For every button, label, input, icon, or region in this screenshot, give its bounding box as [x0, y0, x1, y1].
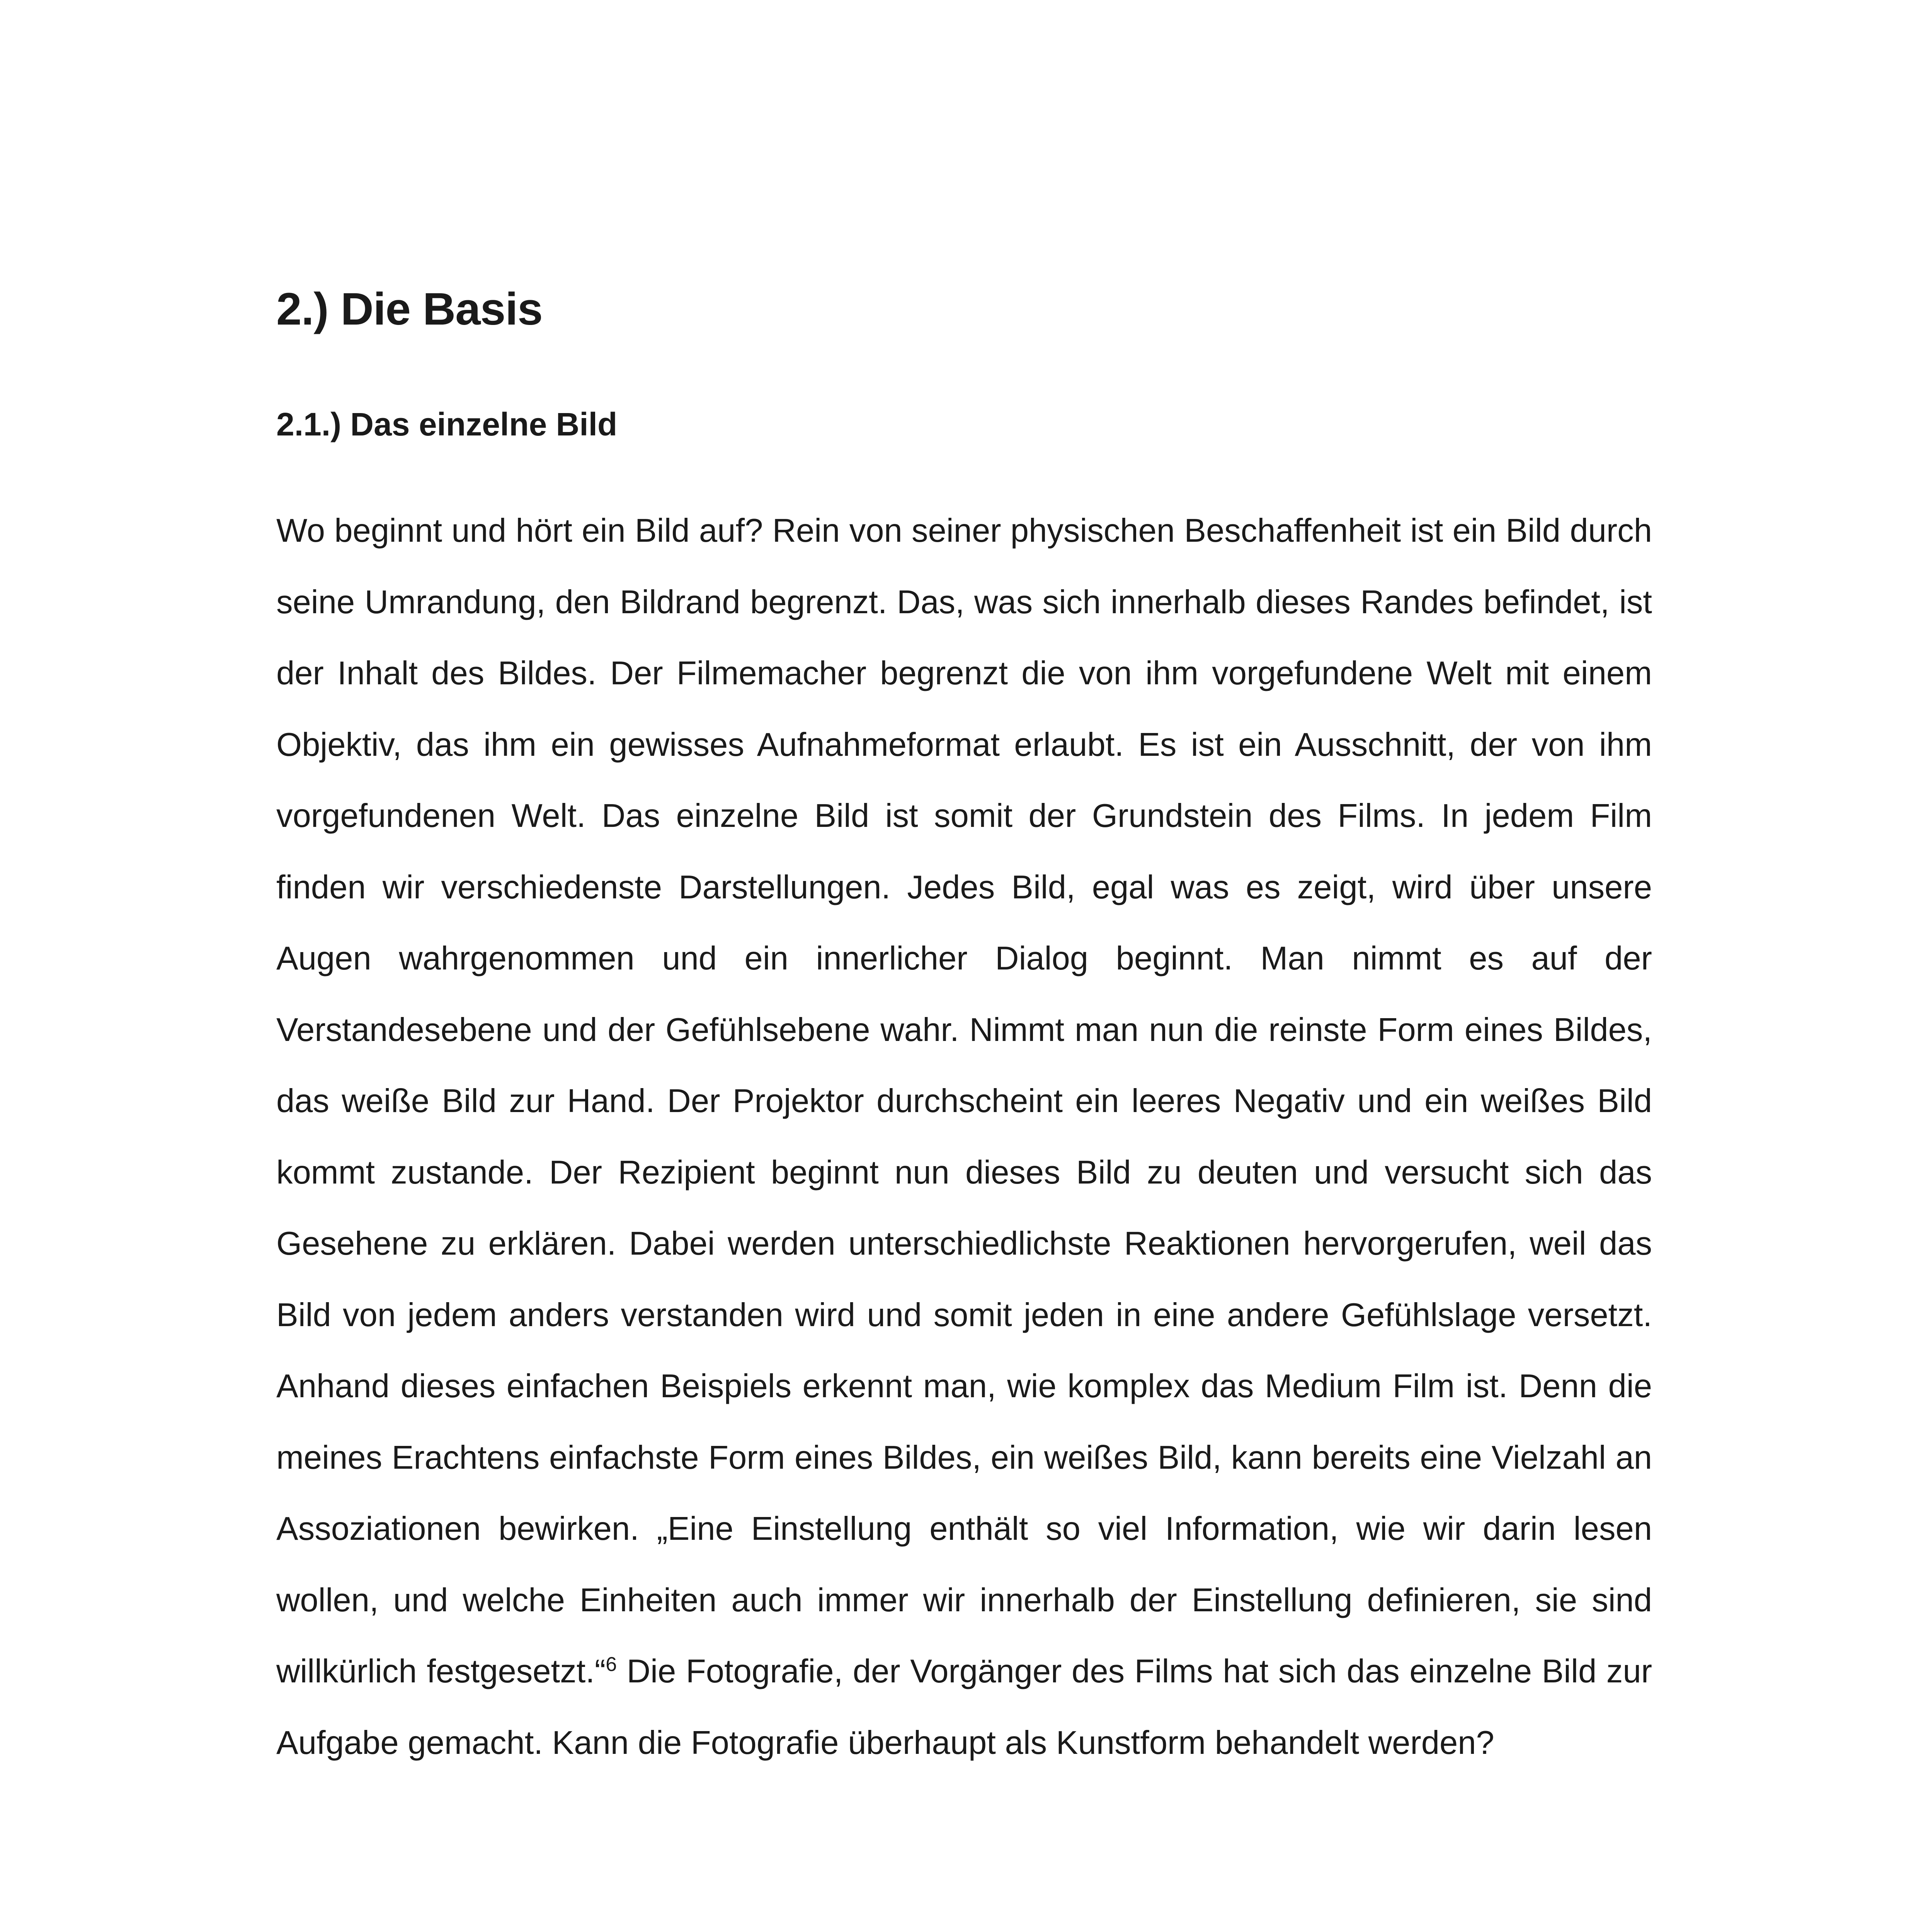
body-text-before-footnote: Wo beginnt und hört ein Bild auf? Rein von seiner physischen Beschaffenheit ist ein Bild durch seine Umrandung, den Bildrand begrenzt. Das, was sich innerhalb dieses Randes befindet, ist der Inhalt des Bildes. Der Filmemacher begrenzt die von ihm vorgefundene Welt mit einem Objektiv, das ihm ein gewisses Aufnahmeformat erlaubt. Es ist ein Ausschnitt, der von ihm vorgefundenen Welt. Das einzelne Bild ist somit der Grundstein des Films. In jedem Film finden wir verschiedenste Darstellungen. Jedes Bild, egal was es zeigt, wird über unsere Augen wahrgenommen und ein innerlicher Dialog beginnt. Man nimmt es auf der Verstandesebene und der Gefühlsebene wahr. Nimmt man nun die reinste Form eines Bildes, das weiße Bild zur Hand. Der Projektor durchscheint ein leeres Negativ und ein weißes Bild kommt zustande. Der Rezipient beginnt nun dieses Bild zu deuten und versucht sich das Gesehene zu erklären. Dabei werden unterschiedlichste Reaktionen hervorgerufen, weil das Bild von jedem anders verstanden wird und somit jeden in eine andere Gefühlslage versetzt. Anhand dieses einfachen Beispiels erkennt man, wie komplex das Medium Film ist. Denn die meines Erachtens einfachste Form eines Bildes, ein weißes Bild, kann bereits eine Vielzahl an Assoziationen bewirken. „Eine Einstellung enthält so viel Information, wie wir darin lesen wollen, und welche Einheiten auch immer wir innerhalb der Einstellung definieren, sie sind willkürlich festgesetzt.“ — [276, 512, 1652, 1690]
section-heading: 2.1.) Das einzelne Bild — [276, 406, 618, 442]
body-paragraph — [276, 495, 1652, 1779]
footnote-reference[interactable]: 6 — [606, 1653, 617, 1676]
chapter-heading: 2.) Die Basis — [276, 284, 543, 335]
body-text-after-footnote: Die Fotografie, der Vorgänger des Films hat sich das einzelne Bild zur Aufgabe gemacht. Kann die Fotografie überhaupt als Kunstform behandelt werden? — [276, 1653, 1652, 1761]
